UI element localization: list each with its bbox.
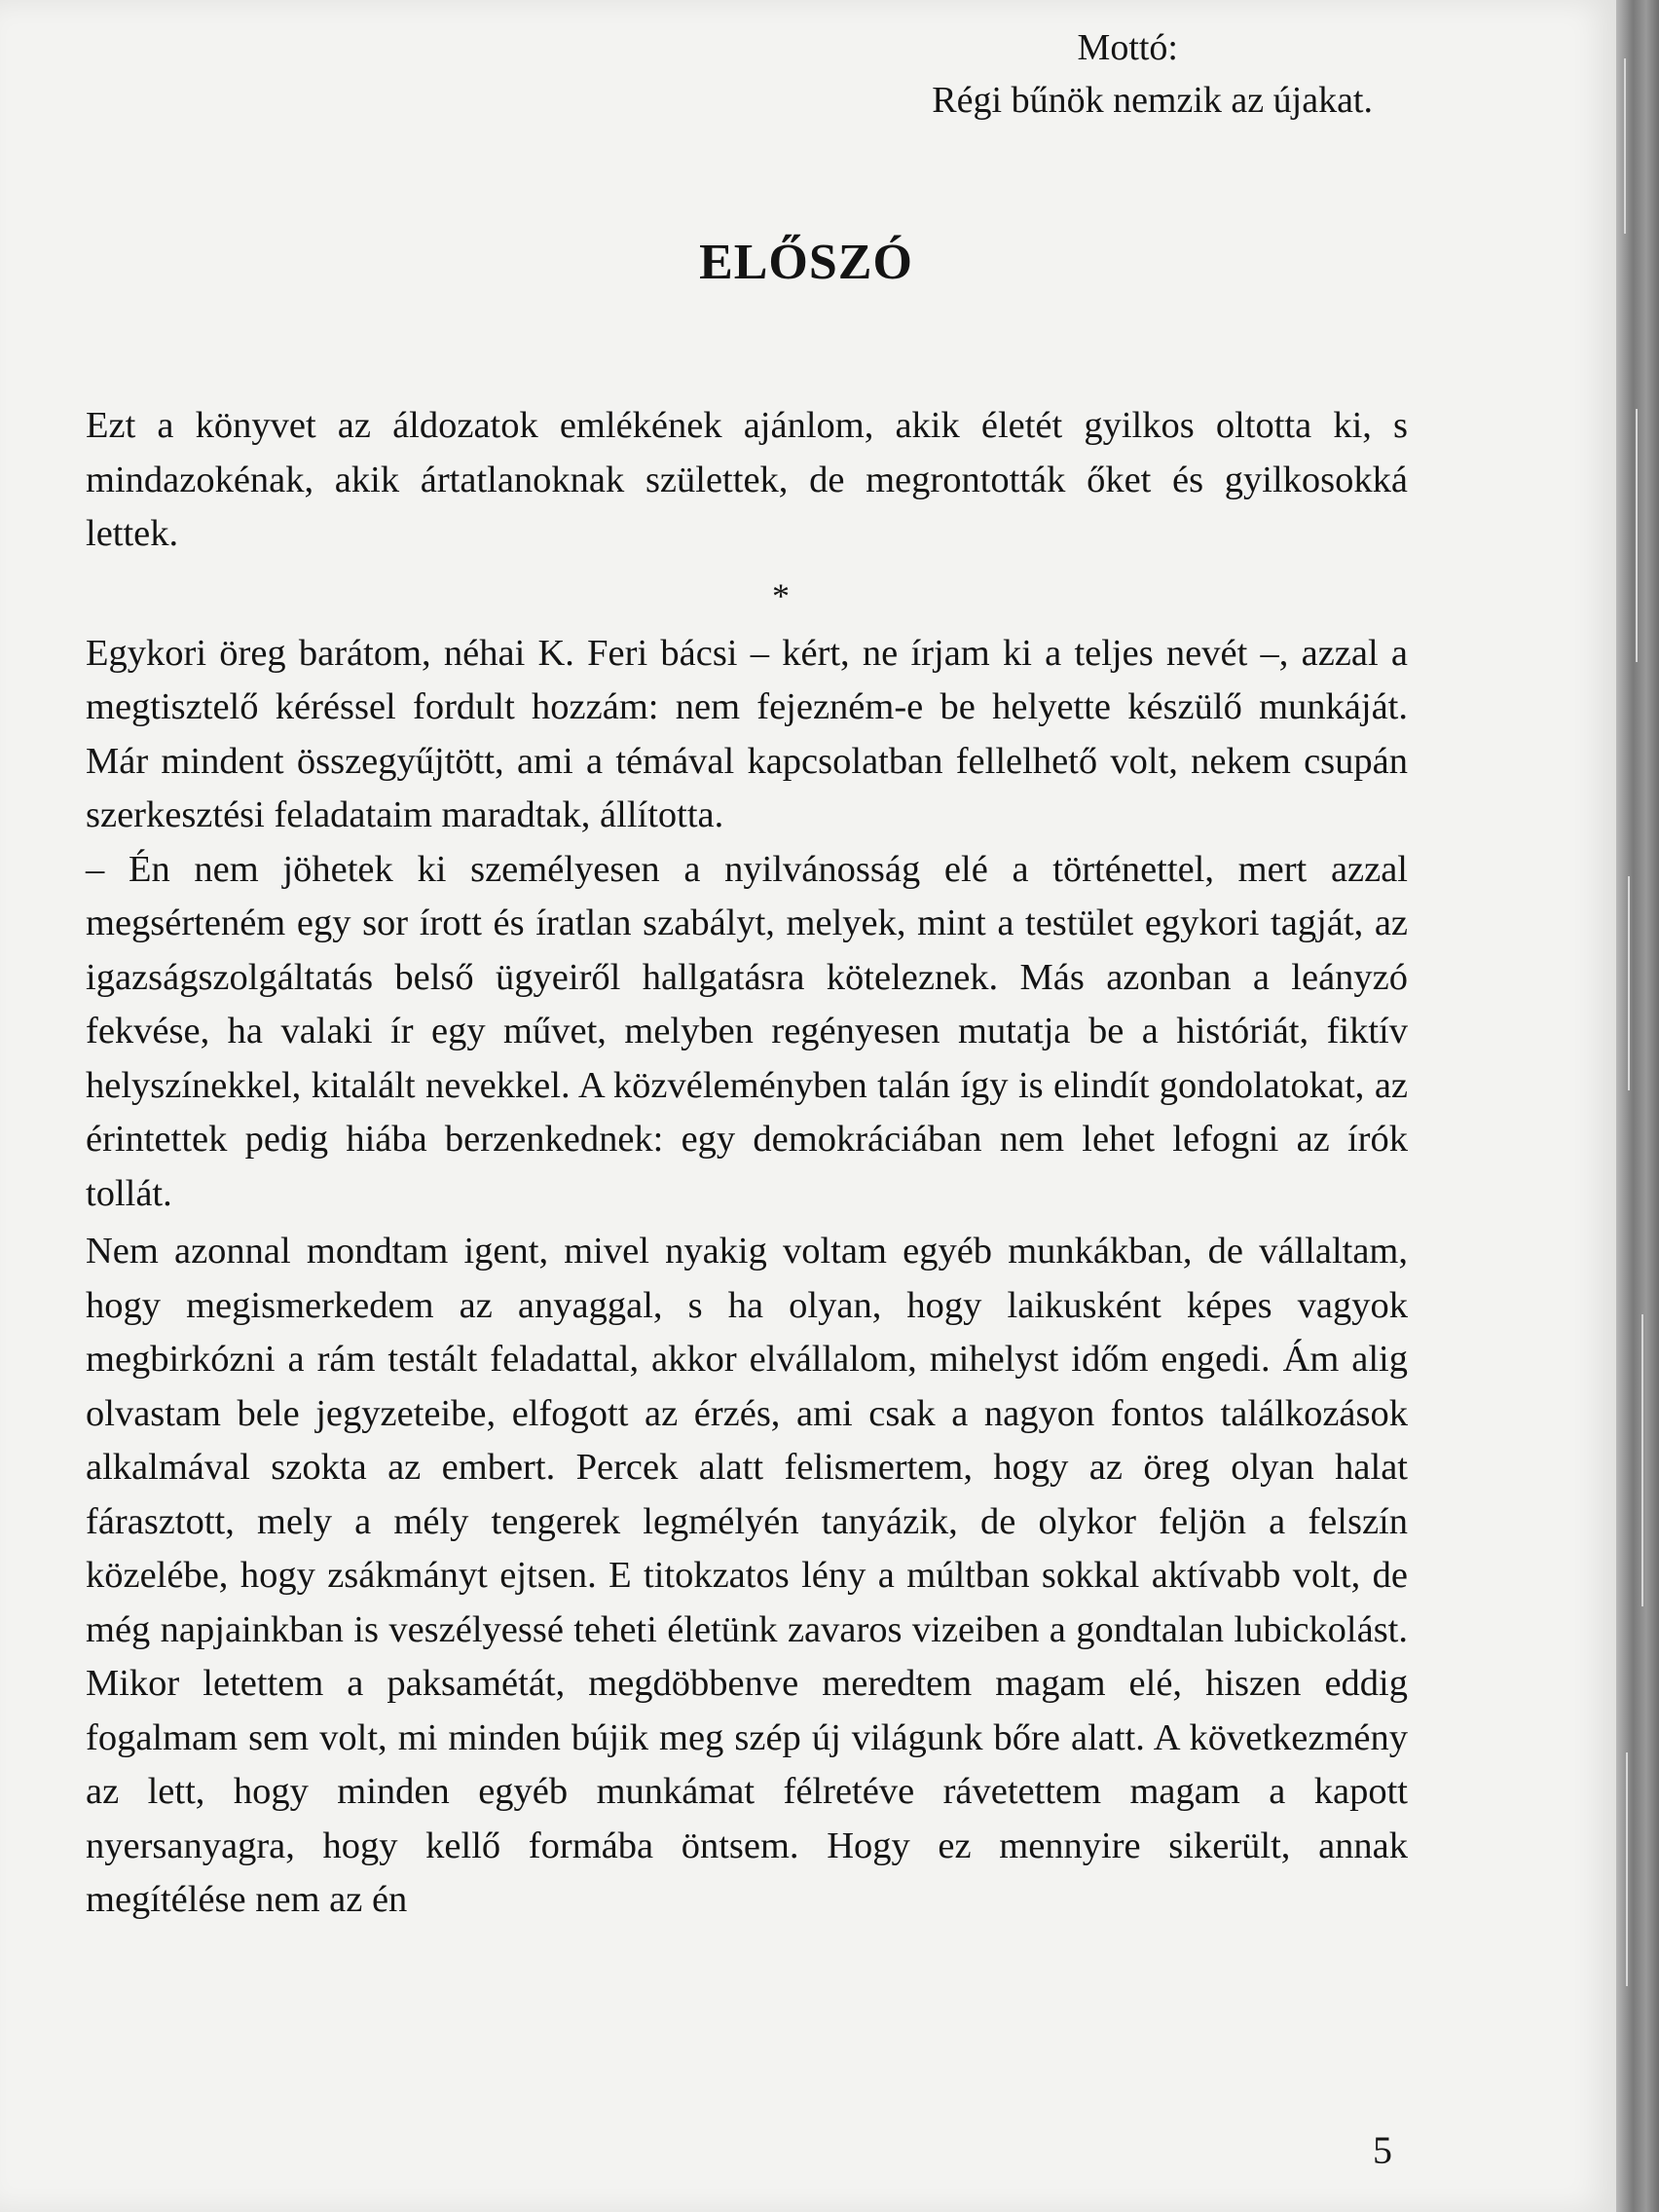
- motto: [932, 21, 1373, 127]
- section-separator: *: [772, 575, 790, 615]
- chapter-title: ELŐSZÓ: [699, 235, 913, 290]
- dedication-paragraph: Ezt a könyvet az áldozatok emlékének ajánlom, akik életét gyilkos oltotta ki, s mindazokénak, akik ártatlanoknak születtek, de megrontották őket és gyilkosokká lettek.: [86, 405, 1408, 554]
- paragraph-2: – Én nem jöhetek ki személyesen a nyilvánosság elé a történettel, mert azzal megsérteném egy sor írott és íratlan szabályt, melyek, mint a testület egykori tagját, az igazságszolgáltatás belső ügyeiről hallgatásra köteleznek. Más azonban a leányzó fekvése, ha valaki ír egy művet, melyben regényesen mutatja be a históriát, fiktív helyszínekkel, kitalált nevekkel. A közvéleményben talán így is elindít gondolatokat, az érintettek pedig hiába berzenkednek: egy demokráciában nem lehet lefogni az írók tollát.: [86, 848, 1408, 1214]
- page-number: 5: [1373, 2128, 1392, 2172]
- page-edge: [1616, 0, 1659, 2212]
- paragraph-3: Nem azonnal mondtam igent, mivel nyakig voltam egyéb munkákban, de vállaltam, hogy megismerkedem az anyaggal, s ha olyan, hogy laikusként képes vagyok megbirkózni a rám testált feladattal, akkor elvállalom, mihelyst időm engedi. Ám alig olvastam bele jegyzeteibe, elfogott az érzés, ami csak a nagyon fontos találkozások alkalmával szokta az embert. Percek alatt felismertem, hogy az öreg olyan halat fárasztott, mely a mély tengerek legmélyén tanyázik, de olykor feljön a felszín közelébe, hogy zsákmányt ejtsen. E titokzatos lény a múltban sokkal aktívabb volt, de még napjainkban is veszélyessé teheti életünk zavaros vizeiben a gondtalan lubickolást. Mikor letettem a paksamétát, megdöbbenve meredtem magam elé, hiszen eddig fogalmam sem volt, mi minden bújik meg szép új világunk bőre alatt. A következmény az lett, hogy minden egyéb munkámat félretéve rávetettem magam a kapott nyersanyagra, hogy kellő formába öntsem. Hogy ez mennyire sikerült, annak megítélése nem az én: [86, 1231, 1408, 1920]
- motto-quote: Régi bűnök nemzik az újakat.: [932, 80, 1373, 121]
- motto-label: Mottó:: [1077, 27, 1178, 68]
- body-text: [86, 399, 1408, 1928]
- paragraph-1: Egykori öreg barátom, néhai K. Feri bácsi – kért, ne írjam ki a teljes nevét –, azzal a megtisztelő kéréssel fordult hozzám: nem fejezném-e be helyette készülő munkáját. Már mindent összegyűjtött, ami a témával kapcsolatban fellelhető volt, nekem csupán szerkesztési feladataim maradtak, állította.: [86, 632, 1408, 835]
